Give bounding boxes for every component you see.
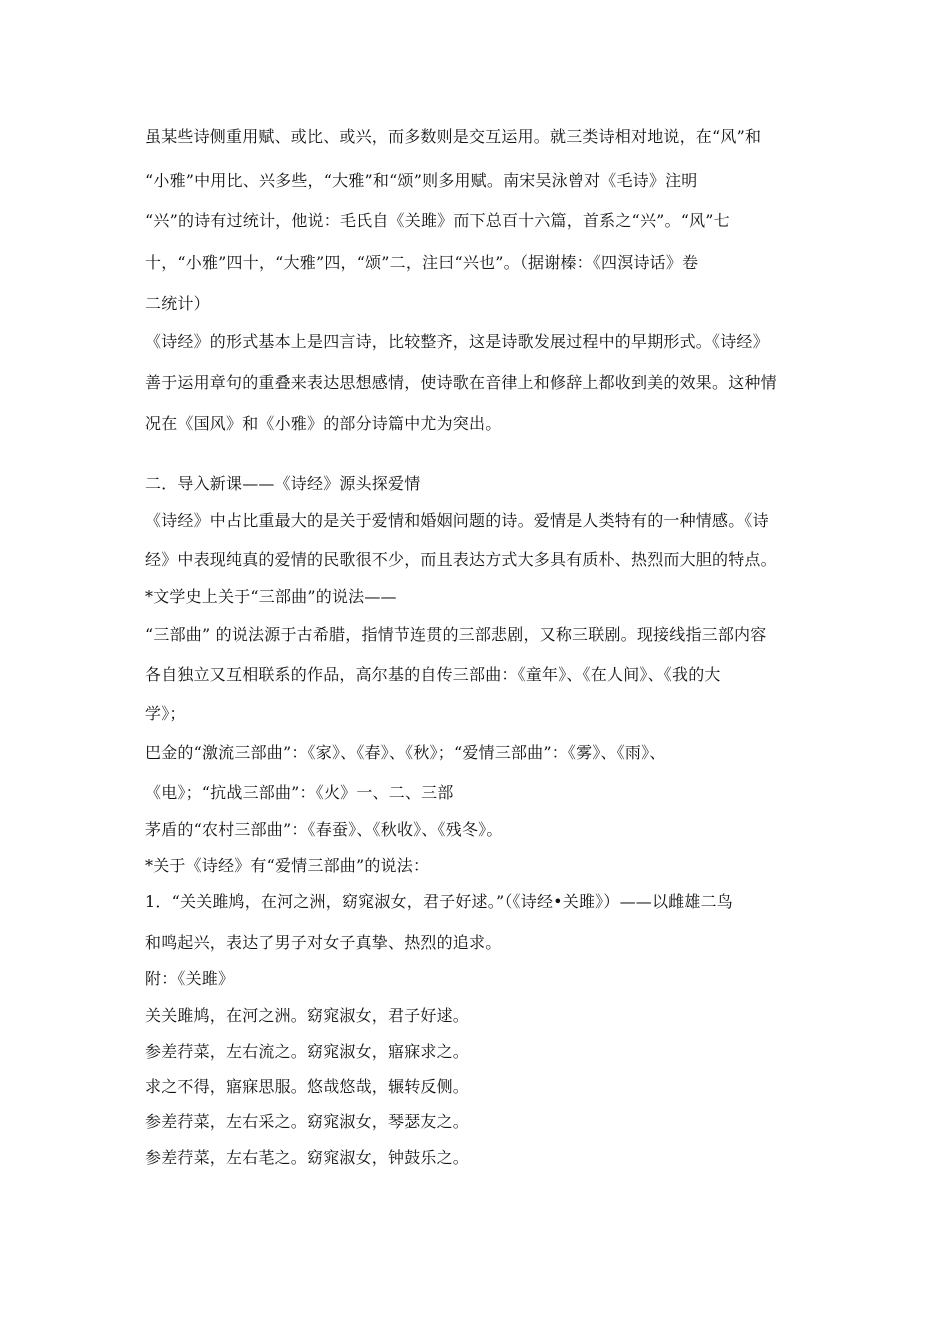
text-line: “小雅”中用比、兴多些，“大雅”和“颂”则多用赋。南宋吴泳曾对《毛诗》注明: [145, 171, 698, 190]
text-line: *文学史上关于“三部曲”的说法——: [145, 587, 397, 606]
text-line: 善于运用章句的重叠来表达思想感情，使诗歌在音律上和修辞上都收到美的效果。这种情: [145, 373, 777, 392]
poem-line: 参差荇菜，左右流之。窈窕淑女，寤寐求之。: [145, 1042, 470, 1061]
text-line: 经》中表现纯真的爱情的民歌很不少，而且表达方式大多具有质朴、热烈而大胆的特点。: [145, 550, 777, 569]
text-line: 虽某些诗侧重用赋、或比、或兴，而多数则是交互运用。就三类诗相对地说，在“风”和: [145, 127, 762, 146]
text-line: 各自独立又互相联系的作品，高尔基的自传三部曲：《童年》、《在人间》、《我的大: [145, 665, 721, 684]
text-line: 《诗经》中占比重最大的是关于爱情和婚姻问题的诗。爱情是人类特有的一种情感。《诗: [145, 511, 769, 530]
text-line: 巴金的“激流三部曲”：《家》、《春》、《秋》；“爱情三部曲”：《雾》、《雨》、: [145, 743, 666, 762]
text-line: 附：《关雎》: [145, 969, 235, 988]
text-line: 《电》；“抗战三部曲”：《火》一、二、三部: [145, 783, 454, 802]
text-line: “三部曲” 的说法源于古希腊，指情节连贯的三部悲剧，又称三联剧。现接线指三部内容: [145, 625, 767, 644]
poem-line: 求之不得，寤寐思服。悠哉悠哉，辗转反侧。: [145, 1077, 470, 1096]
text-line: 十，“小雅”四十，“大雅”四，“颂”二，注曰“兴也”。（据谢榛：《四溟诗话》卷: [145, 253, 699, 272]
section-heading: 二．导入新课——《诗经》源头探爱情: [145, 474, 421, 493]
text-line: 《诗经》的形式基本上是四言诗，比较整齐，这是诗歌发展过程中的早期形式。《诗经》: [145, 332, 769, 351]
text-line: 1．“关关雎鸠，在河之洲，窈窕淑女，君子好逑。”（《诗经•关雎》）——以雌雄二鸟: [145, 892, 733, 911]
poem-line: 关关雎鸠，在河之洲。窈窕淑女，君子好逑。: [145, 1006, 470, 1025]
text-line: 茅盾的“农村三部曲”：《春蚕》、《秋收》、《残冬》。: [145, 820, 503, 839]
text-line: 况在《国风》和《小雅》的部分诗篇中尤为突出。: [145, 414, 502, 433]
text-line: *关于《诗经》有“爱情三部曲”的说法：: [145, 856, 430, 875]
text-line: “兴”的诗有过统计，他说：毛氏自《关雎》而下总百十六篇，首系之“兴”。“风”七: [145, 211, 730, 230]
text-line: 学》；: [145, 704, 186, 723]
text-line: 二统计）: [145, 294, 210, 313]
poem-line: 参差荇菜，左右芼之。窈窕淑女，钟鼓乐之。: [145, 1148, 470, 1167]
poem-line: 参差荇菜，左右采之。窈窕淑女，琴瑟友之。: [145, 1112, 470, 1131]
text-line: 和鸣起兴，表达了男子对女子真挚、热烈的追求。: [145, 933, 502, 952]
